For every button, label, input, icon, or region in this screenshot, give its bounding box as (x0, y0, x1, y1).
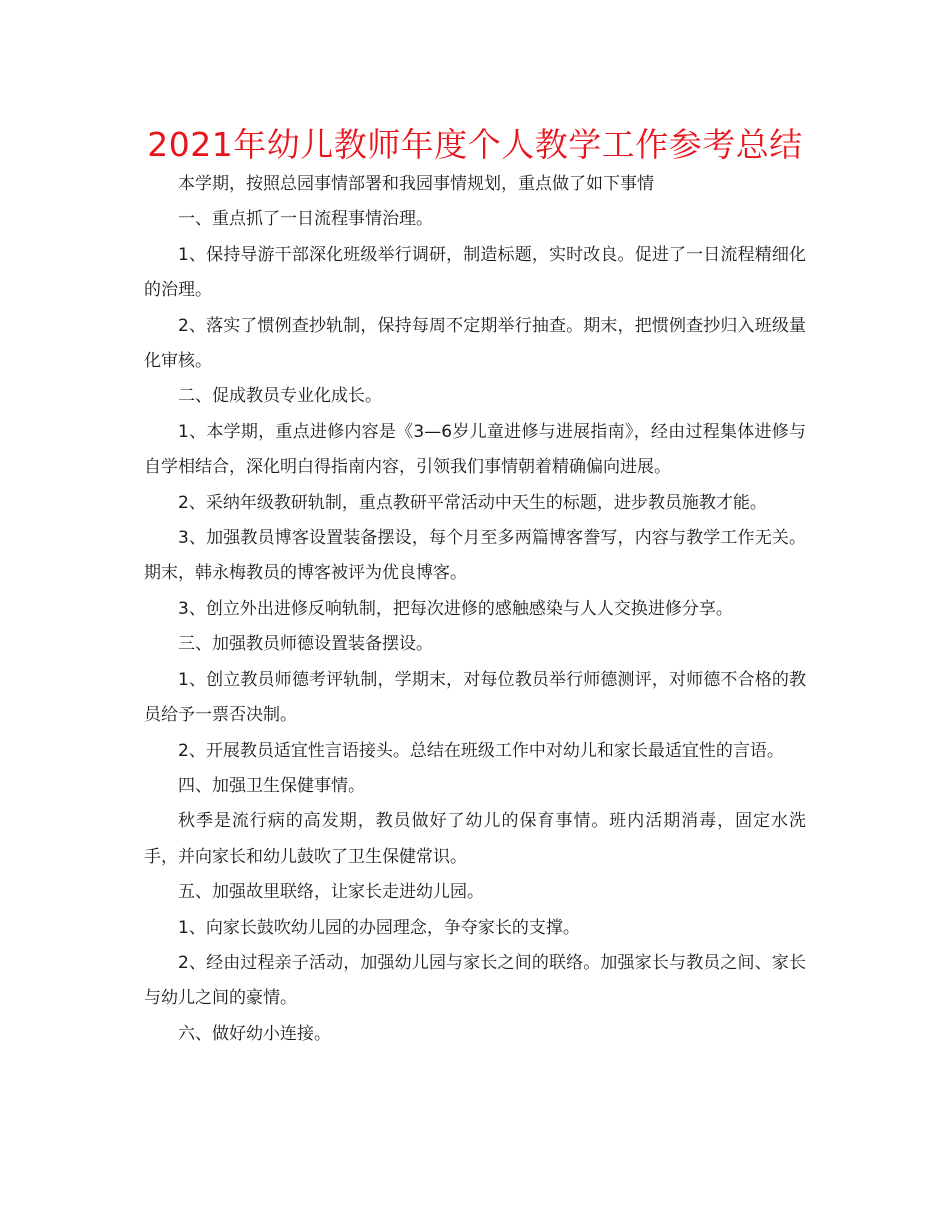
section-heading: 五、加强故里联络，让家长走进幼儿园。 (178, 882, 484, 903)
section-heading: 三、加强教员师德设置装备摆设。 (178, 634, 433, 655)
paragraph: 本学期，按照总园事情部署和我园事情规划，重点做了如下事情 (178, 174, 654, 194)
paragraph: 3、创立外出进修反响轨制，把每次进修的感触感染与人人交换进修分享。 (178, 598, 733, 619)
paragraph: 1、本学期，重点进修内容是《3—6岁儿童进修与进展指南》，经由过程集体进修与自学相结合，深化明白得指南内容，引领我们事情朝着精确偏向进展。 (144, 421, 806, 478)
section-heading: 六、做好幼小连接。 (178, 1023, 331, 1044)
paragraph: 3、加强教员博客设置装备摆设，每个月至多两篇博客誊写，内容与教学工作无关。期末，韩永梅教员的博客被评为优良博客。 (144, 528, 806, 584)
paragraph: 2、经由过程亲子活动，加强幼儿园与家长之间的联络。加强家长与教员之间、家长与幼儿之间的豪情。 (144, 952, 806, 1009)
document-title: 2021年幼儿教师年度个人教学工作参考总结 (147, 125, 803, 164)
section-heading: 二、促成教员专业化成长。 (178, 386, 382, 407)
section-heading: 四、加强卫生保健事情。 (178, 775, 365, 796)
document-body (144, 167, 806, 1052)
paragraph: 秋季是流行病的高发期，教员做好了幼儿的保育事情。班内活期消毒，固定水洗手，并向家长和幼儿鼓吹了卫生保健常识。 (144, 811, 806, 867)
paragraph: 1、向家长鼓吹幼儿园的办园理念，争夺家长的支撑。 (178, 917, 580, 938)
paragraph: 1、创立教员师德考评轨制，学期末，对每位教员举行师德测评，对师德不合格的教员给予一票否决制。 (144, 669, 806, 726)
paragraph: 1、保持导游干部深化班级举行调研，制造标题，实时改良。促进了一日流程精细化的治理。 (144, 244, 806, 301)
paragraph: 2、采纳年级教研轨制，重点教研平常活动中天生的标题，进步教员施教才能。 (178, 492, 767, 513)
paragraph: 2、开展教员适宜性言语接头。总结在班级工作中对幼儿和家长最适宜性的言语。 (178, 740, 784, 761)
section-heading: 一、重点抓了一日流程事情治理。 (178, 209, 433, 230)
paragraph: 2、落实了惯例查抄轨制，保持每周不定期举行抽查。期末，把惯例查抄归入班级量化审核。 (144, 315, 806, 372)
